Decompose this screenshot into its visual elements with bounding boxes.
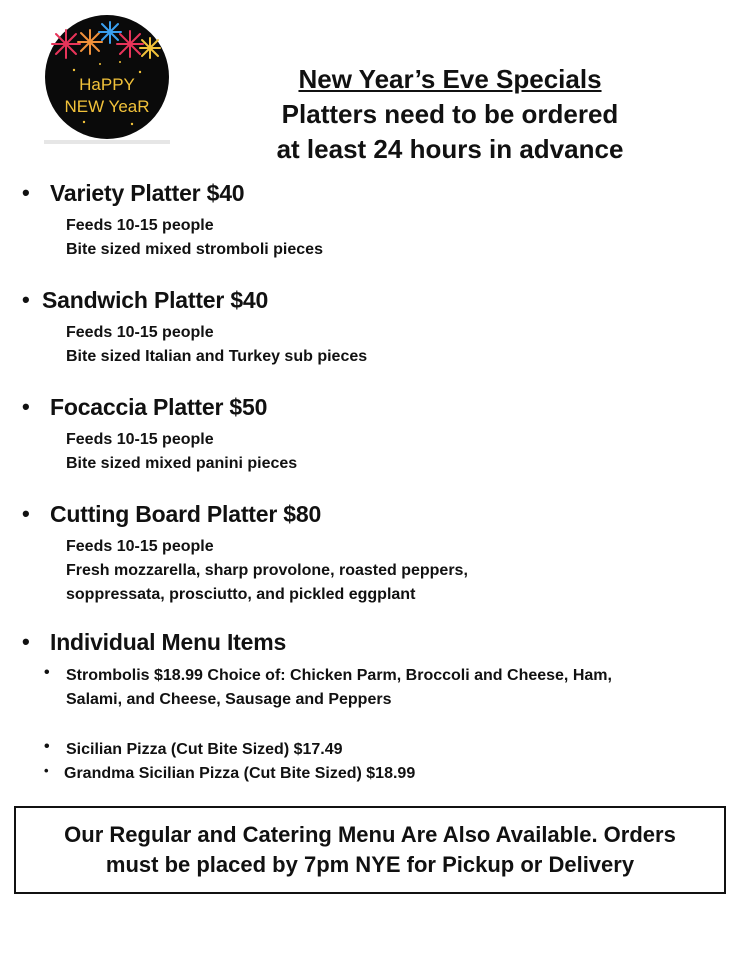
- detail-line: Feeds 10-15 people: [66, 324, 214, 341]
- bullet-icon: •: [44, 664, 50, 681]
- page-header: [240, 62, 660, 167]
- detail-line: Feeds 10-15 people: [66, 217, 214, 234]
- notice-line-1: Our Regular and Catering Menu Are Also Available. Orders: [64, 822, 676, 847]
- platter-details-sandwich: [66, 321, 367, 369]
- platter-title-variety: Variety Platter $40: [50, 180, 245, 206]
- svg-text:HaPPY: HaPPY: [79, 75, 135, 94]
- menu-item-line: Salami, and Cheese, Sausage and Peppers: [66, 691, 392, 708]
- menu-item-line: Strombolis $18.99 Choice of: Chicken Parm, Broccoli and Cheese, Ham,: [66, 667, 612, 684]
- platter-title-cutting-board: Cutting Board Platter $80: [50, 501, 322, 527]
- platter-title-focaccia: Focaccia Platter $50: [50, 394, 268, 420]
- bullet-icon: •: [22, 501, 30, 526]
- detail-line: Bite sized mixed panini pieces: [66, 455, 298, 472]
- detail-line: Fresh mozzarella, sharp provolone, roasted peppers,: [66, 562, 468, 579]
- platter-title-sandwich: Sandwich Platter $40: [42, 287, 269, 313]
- bullet-icon: •: [44, 738, 50, 755]
- bullet-icon: •: [22, 394, 30, 419]
- bullet-icon: •: [22, 287, 30, 312]
- platter-details-cutting-board: [66, 535, 468, 607]
- logo-underline: [44, 140, 170, 144]
- detail-line: soppressata, prosciutto, and pickled eggplant: [66, 586, 416, 603]
- detail-line: Bite sized mixed stromboli pieces: [66, 241, 323, 258]
- header-line-3: at least 24 hours in advance: [276, 134, 624, 164]
- detail-line: Feeds 10-15 people: [66, 538, 214, 555]
- menu-item-grandma-pizza: [64, 762, 415, 786]
- individual-menu-title: Individual Menu Items: [50, 629, 287, 655]
- platter-details-variety: [66, 214, 323, 262]
- ordering-notice-box: [14, 806, 726, 894]
- header-line-2: Platters need to be ordered: [281, 99, 619, 129]
- svg-text:NEW YeaR: NEW YeaR: [64, 97, 150, 116]
- happy-new-year-logo: [44, 14, 170, 140]
- menu-item-strombolis: [66, 664, 612, 712]
- bullet-icon: •: [44, 763, 49, 778]
- bullet-icon: •: [22, 180, 30, 205]
- menu-item-sicilian-pizza: [66, 738, 343, 762]
- menu-item-line: Sicilian Pizza (Cut Bite Sized) $17.49: [66, 741, 343, 758]
- notice-line-2: must be placed by 7pm NYE for Pickup or Delivery: [105, 852, 635, 877]
- detail-line: Bite sized Italian and Turkey sub pieces: [66, 348, 368, 365]
- menu-item-line: Grandma Sicilian Pizza (Cut Bite Sized) $18.99: [64, 765, 416, 782]
- detail-line: Feeds 10-15 people: [66, 431, 214, 448]
- bullet-icon: •: [22, 629, 30, 654]
- platter-details-focaccia: [66, 428, 297, 476]
- page-title: New Year’s Eve Specials: [298, 64, 602, 94]
